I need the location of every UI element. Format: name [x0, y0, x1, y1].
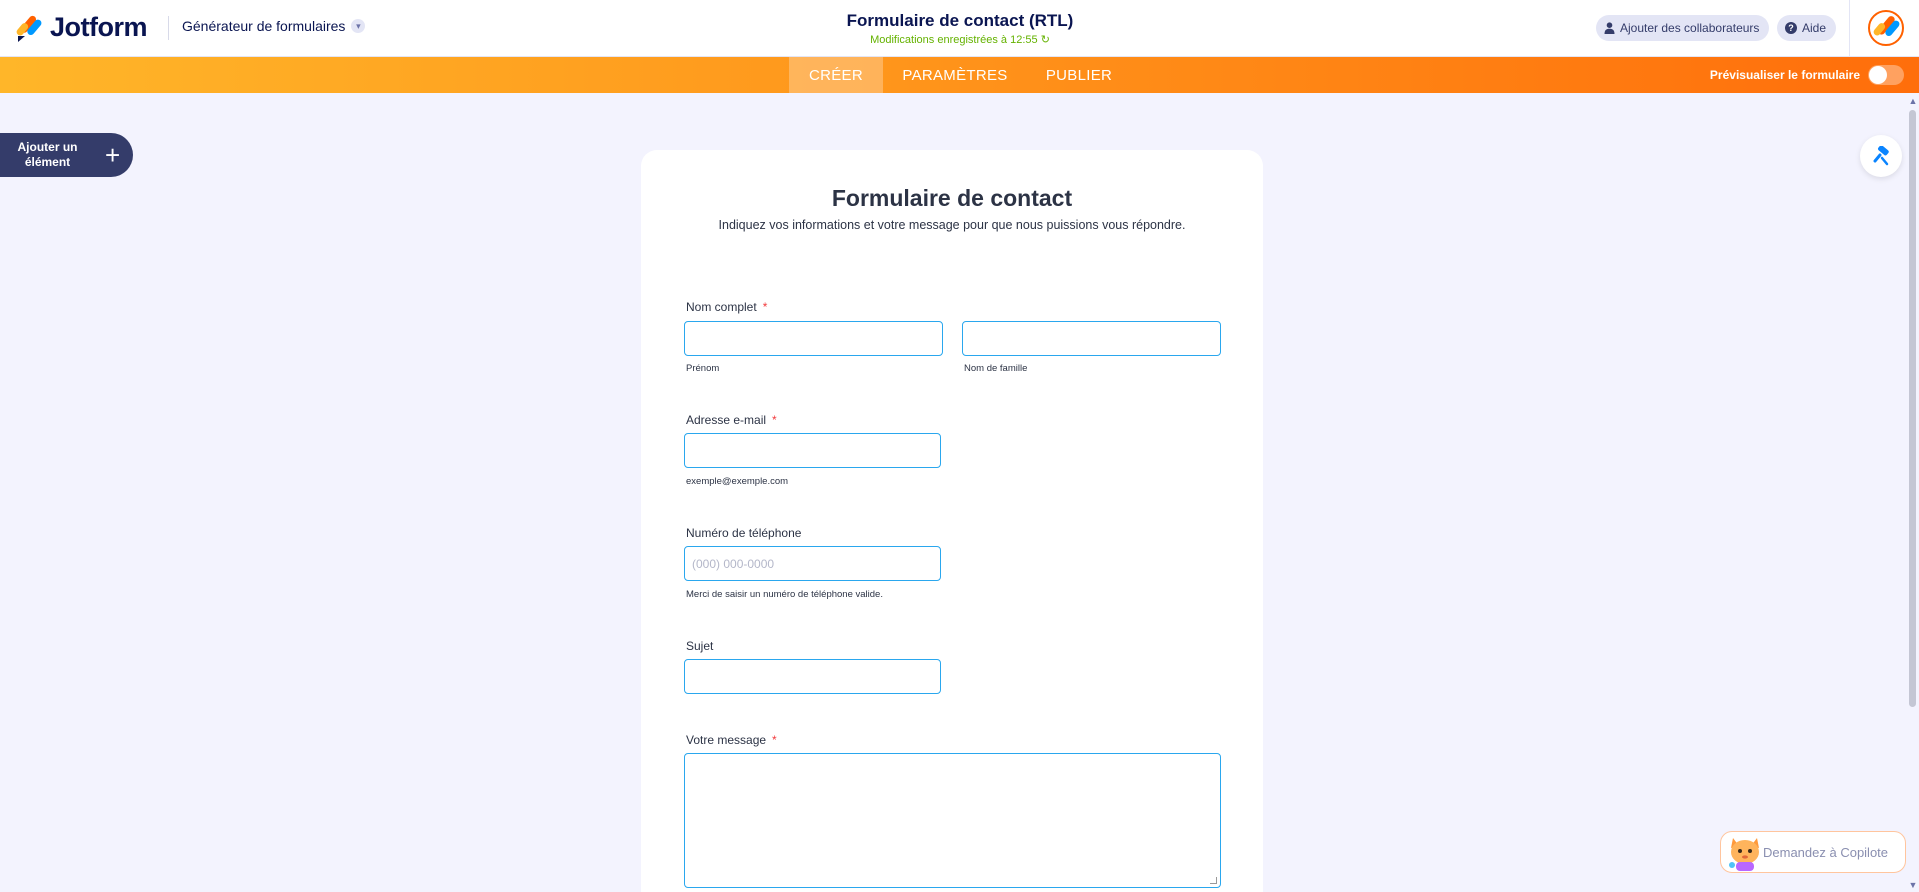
copilot-label: Demandez à Copilote [1763, 844, 1889, 860]
resize-handle-icon[interactable] [1210, 877, 1217, 884]
chevron-down-icon: ▾ [351, 19, 365, 33]
message-label[interactable] [686, 733, 777, 747]
paint-roller-icon [1871, 146, 1891, 166]
preview-form [1710, 57, 1904, 93]
form-designer-button[interactable] [1860, 135, 1902, 177]
subject-field[interactable] [684, 659, 941, 694]
last-name-sublabel: Nom de famille [964, 363, 1028, 374]
help-label: Aide [1802, 21, 1827, 35]
full-name-label-text: Nom complet [686, 300, 757, 314]
add-element-label: Ajouter un élément [17, 140, 78, 169]
user-icon [1604, 22, 1615, 34]
add-collaborators-button[interactable] [1596, 15, 1769, 41]
last-name-field[interactable] [962, 321, 1221, 356]
builder-menu-label: Générateur de formulaires [182, 18, 346, 34]
jotform-logo[interactable] [16, 12, 147, 43]
preview-toggle[interactable] [1868, 65, 1904, 85]
copilot-button[interactable] [1720, 831, 1906, 873]
required-marker: * [772, 413, 777, 427]
form-title[interactable]: Formulaire de contact (RTL) [846, 11, 1074, 30]
copilot-mascot-icon [1727, 832, 1763, 872]
save-status [760, 33, 1160, 46]
top-header [0, 0, 1919, 57]
form-builder-menu[interactable] [182, 18, 365, 34]
save-status-text: Modifications enregistrées à 12:55 [870, 34, 1038, 46]
header-divider-right [1849, 0, 1850, 57]
required-marker: * [772, 733, 777, 747]
tab-publish-label: PUBLIER [1045, 66, 1113, 84]
scroll-up-arrow-icon[interactable]: ▲ [1908, 96, 1918, 106]
tab-settings[interactable] [890, 57, 1020, 93]
form-heading[interactable]: Formulaire de contact [831, 185, 1073, 211]
phone-label[interactable]: Numéro de téléphone [686, 526, 802, 540]
preview-toggle-knob [1869, 66, 1887, 84]
form-card [641, 150, 1263, 892]
message-label-text: Votre message [686, 733, 767, 747]
history-icon[interactable]: ↻ [1040, 34, 1050, 46]
email-label-text: Adresse e-mail [686, 413, 767, 427]
help-icon: ? [1785, 22, 1797, 34]
add-collaborators-label: Ajouter des collaborateurs [1620, 21, 1760, 35]
phone-sublabel: Merci de saisir un numéro de téléphone valide. [686, 589, 883, 600]
tab-create-label: CRÉER [808, 66, 863, 84]
required-marker: * [762, 300, 768, 314]
form-title-block [760, 11, 1160, 46]
add-element-button[interactable] [0, 133, 133, 177]
avatar[interactable] [1868, 10, 1904, 46]
tab-settings-label: PARAMÈTRES [902, 66, 1008, 84]
phone-field[interactable] [684, 546, 941, 581]
page-scrollbar-thumb[interactable] [1909, 110, 1916, 707]
plus-icon: + [105, 140, 121, 170]
email-field[interactable] [684, 433, 941, 468]
full-name-label[interactable] [686, 300, 767, 314]
first-name-sublabel: Prénom [686, 363, 720, 374]
phone-placeholder: (000) 000-0000 [692, 556, 775, 571]
preview-form-label: Prévisualiser le formulaire [1709, 68, 1860, 82]
tab-create[interactable] [789, 57, 883, 93]
scroll-down-arrow-icon[interactable]: ▼ [1908, 880, 1918, 890]
subject-label[interactable]: Sujet [686, 639, 714, 653]
form-subheading[interactable]: Indiquez vos informations et votre message pour que nous puissions vous répondre. [718, 218, 1186, 232]
header-divider [168, 16, 169, 40]
first-name-field[interactable] [684, 321, 943, 356]
help-button[interactable] [1777, 15, 1836, 41]
builder-nav [0, 57, 1919, 93]
jotform-logo-icon [16, 14, 42, 42]
email-sublabel: exemple@exemple.com [686, 476, 789, 487]
message-textarea[interactable] [684, 753, 1221, 888]
email-label[interactable] [686, 413, 777, 427]
tab-publish[interactable] [1035, 57, 1123, 93]
logo-wordmark: Jotform [50, 12, 147, 42]
